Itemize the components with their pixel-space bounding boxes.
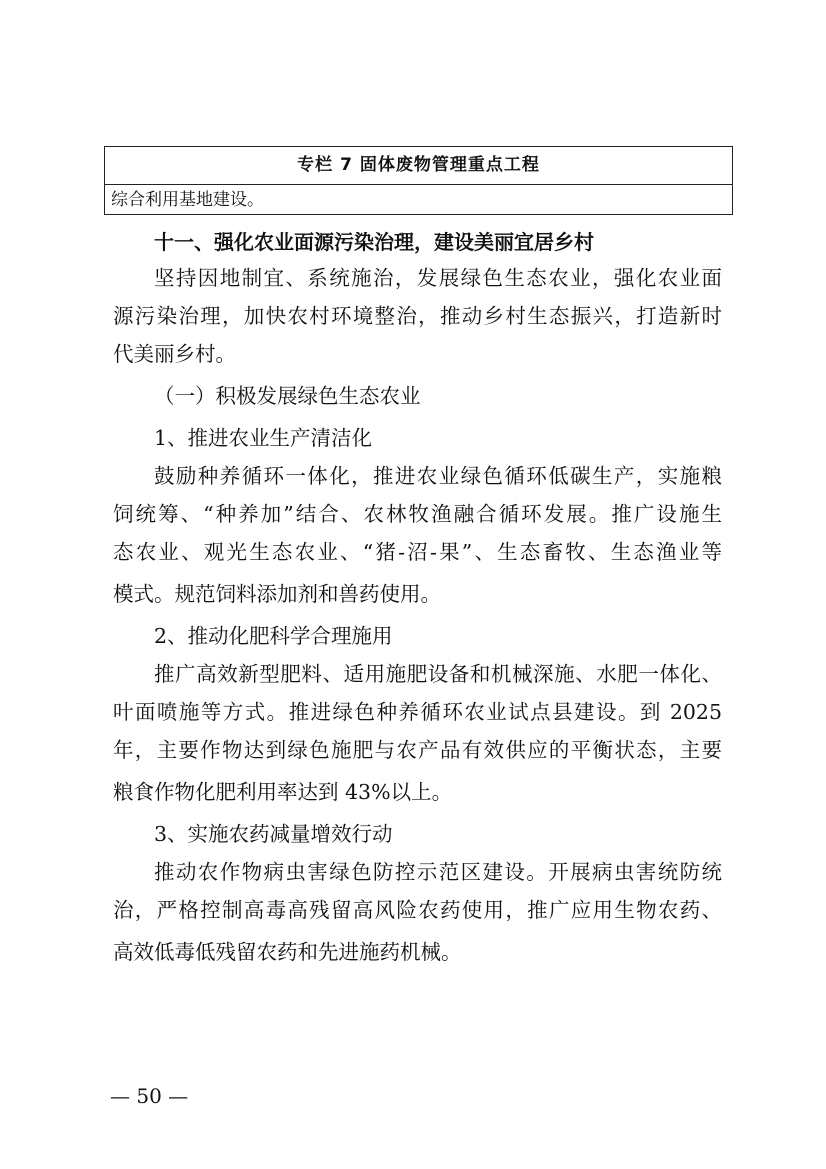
item2-line-3: 年，主要作物达到绿色施肥与农产品有效供应的平衡状态，主要 — [113, 738, 722, 762]
item1-line-3: 态农业、观光生态农业、“猪-沼-果”、生态畜牧、生态渔业等 — [113, 540, 722, 564]
item2-line-4: 粮食作物化肥利用率达到 43%以上。 — [113, 780, 453, 804]
intro-line-2: 源污染治理，加快农村环境整治，推动乡村生态振兴，打造新时 — [113, 304, 722, 328]
box-title: 专栏 7 固体废物管理重点工程 — [105, 147, 732, 185]
page-number: — 50 — — [110, 1084, 189, 1108]
item3-line-1: 推动农作物病虫害绿色防控示范区建设。开展病虫害统防统 — [154, 860, 722, 884]
item2-line-2: 叶面喷施等方式。推进绿色种养循环农业试点县建设。到 2025 — [113, 700, 722, 724]
item2-line-1: 推广高效新型肥料、适用施肥设备和机械深施、水肥一体化、 — [154, 662, 722, 686]
project-box — [104, 146, 733, 215]
section-heading: 十一、强化农业面源污染治理，建设美丽宜居乡村 — [154, 230, 594, 254]
item3-line-2: 治，严格控制高毒高残留高风险农药使用，推广应用生物农药、 — [113, 898, 722, 922]
item1-title: 1、推进农业生产清洁化 — [154, 426, 373, 450]
item1-line-2: 饲统筹、“种养加”结合、农林牧渔融合循环发展。推广设施生 — [113, 502, 722, 526]
item1-line-4: 模式。规范饲料添加剂和兽药使用。 — [113, 582, 441, 606]
item3-line-3: 高效低毒低残留农药和先进施药机械。 — [113, 940, 462, 964]
subsection-heading: （一）积极发展绿色生态农业 — [154, 384, 421, 408]
box-body: 综合利用基地建设。 — [111, 190, 264, 210]
item2-title: 2、推动化肥科学合理施用 — [154, 624, 393, 648]
intro-line-3: 代美丽乡村。 — [113, 342, 236, 366]
intro-line-1: 坚持因地制宜、系统施治，发展绿色生态农业，强化农业面 — [154, 266, 722, 290]
item1-line-1: 鼓励种养循环一体化，推进农业绿色循环低碳生产，实施粮 — [154, 464, 722, 488]
item3-title: 3、实施农药减量增效行动 — [154, 822, 393, 846]
